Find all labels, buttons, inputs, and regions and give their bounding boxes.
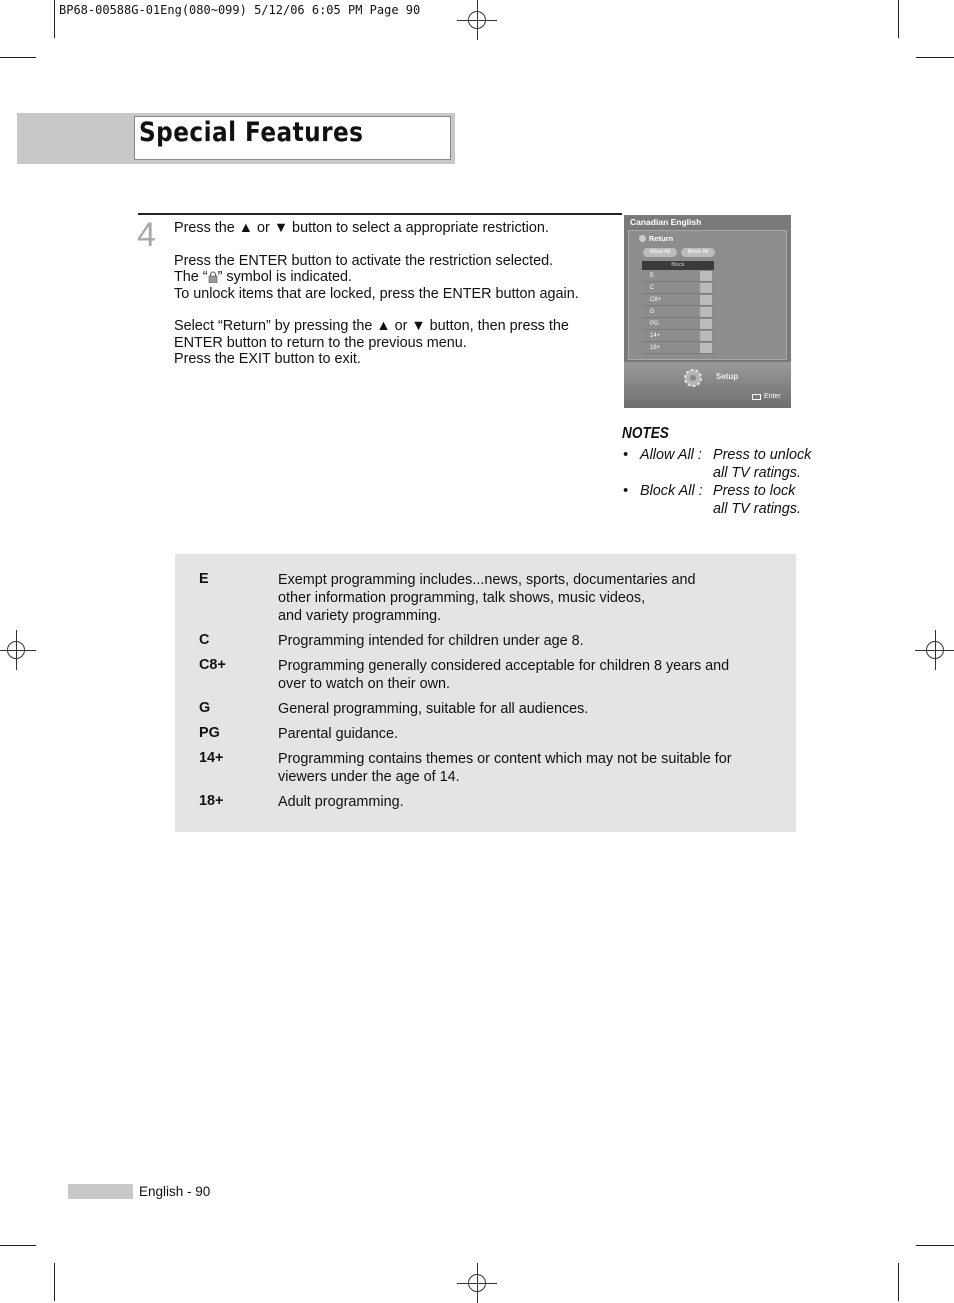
print-header: BP68-00588G-01Eng(080~099) 5/12/06 6:05 PM Page 90: [59, 3, 421, 17]
enter-icon: [752, 394, 761, 400]
rating-label: 14+: [650, 333, 661, 339]
rating-description: [278, 632, 758, 650]
screen-footer: [624, 362, 791, 408]
setup-label: Setup: [716, 372, 739, 381]
crop-mark: [916, 1245, 954, 1246]
note-term: Block All :: [640, 483, 703, 499]
registration-mark: [915, 630, 954, 670]
description-line: Parental guidance.: [278, 726, 399, 742]
description-line: other information programming, talk shows, music videos,: [278, 590, 646, 606]
page-number: English - 90: [139, 1184, 211, 1199]
rating-label: 18+: [650, 345, 661, 351]
rating-label: G: [650, 309, 655, 315]
rating-label: PG: [650, 321, 659, 327]
rating-description: [278, 793, 758, 811]
return-icon: [639, 235, 646, 242]
block-all-button[interactable]: Block All: [681, 248, 715, 257]
rating-label: C8+: [650, 297, 662, 303]
description-line: Exempt programming includes...news, sports, documentaries and: [278, 572, 696, 588]
crop-mark: [898, 0, 899, 38]
crop-mark: [0, 1245, 36, 1246]
rating-row[interactable]: [642, 318, 714, 330]
rating-row[interactable]: [642, 270, 714, 282]
registration-mark: [457, 1263, 497, 1303]
return-label: Return: [649, 234, 674, 243]
instruction-line: ENTER button to return to the previous menu.: [174, 334, 467, 351]
rating-description: [278, 750, 758, 786]
instruction-line: To unlock items that are locked, press the ENTER button again.: [174, 285, 579, 302]
description-line: General programming, suitable for all audiences.: [278, 701, 589, 717]
lock-icon: [700, 295, 712, 305]
note-text: all TV ratings.: [713, 465, 801, 481]
crop-mark: [54, 1263, 55, 1301]
lock-icon: [700, 283, 712, 293]
rating-row[interactable]: [642, 294, 714, 306]
note-text: all TV ratings.: [713, 501, 801, 517]
instruction-line: Select “Return” by pressing the ▲ or ▼ button, then press the: [174, 318, 569, 334]
note-text: Press to unlock: [713, 447, 812, 463]
crop-mark: [898, 1263, 899, 1301]
notes-title: NOTES: [622, 425, 669, 442]
instruction-line: Press the ENTER button to activate the restriction selected.: [174, 252, 554, 269]
rating-code: PG: [199, 725, 220, 741]
instruction-line: Press the ▲ or ▼ button to select a appropriate restriction.: [174, 220, 549, 236]
description-line: Programming generally considered acceptable for children 8 years and: [278, 658, 730, 674]
crop-mark: [0, 57, 36, 58]
step-rule: [138, 213, 622, 215]
rating-code: G: [199, 700, 211, 716]
rating-description: [278, 657, 758, 693]
rating-row[interactable]: [642, 342, 714, 354]
lock-icon: [700, 271, 712, 281]
rating-description: [278, 571, 758, 625]
menu-panel: [628, 230, 787, 360]
gear-icon: [681, 366, 707, 390]
description-line: and variety programming.: [278, 608, 442, 624]
rating-code: C: [199, 632, 210, 648]
rating-label: C: [650, 285, 655, 291]
crop-mark: [916, 57, 954, 58]
description-line: Programming intended for children under age 8.: [278, 633, 584, 649]
lock-icon: [700, 343, 712, 353]
description-line: Adult programming.: [278, 794, 404, 810]
instruction-line: Press the EXIT button to exit.: [174, 351, 361, 367]
rating-row[interactable]: [642, 282, 714, 294]
lock-icon: [700, 331, 712, 341]
page-title: Special Features: [139, 117, 364, 148]
rating-row[interactable]: [642, 330, 714, 342]
instruction-line: [174, 269, 604, 286]
description-line: viewers under the age of 14.: [278, 769, 460, 785]
step-number: 4: [137, 216, 156, 254]
registration-mark: [0, 630, 36, 670]
note-bullet: •: [623, 483, 629, 499]
block-column-header: Block: [642, 261, 714, 270]
enter-label: Enter: [764, 393, 781, 400]
rating-code: 14+: [199, 750, 224, 766]
note-text: Press to lock: [713, 483, 796, 499]
description-line: over to watch on their own.: [278, 676, 450, 692]
note-bullet: •: [623, 447, 629, 463]
tv-menu-screen: [624, 215, 791, 408]
lock-icon: [700, 319, 712, 329]
lock-icon: [700, 307, 712, 317]
rating-label: E: [650, 273, 655, 279]
text: The “: [174, 269, 208, 285]
rating-code: 18+: [199, 793, 224, 809]
note-term: Allow All :: [640, 447, 702, 463]
rating-code: E: [199, 571, 209, 587]
rating-code: C8+: [199, 657, 226, 673]
return-button[interactable]: [639, 234, 673, 243]
description-line: Programming contains themes or content which may not be suitable for: [278, 751, 732, 767]
text: ” symbol is indicated.: [217, 269, 352, 285]
footer-bar: [68, 1184, 133, 1199]
rating-description: [278, 725, 758, 743]
step-instructions: [174, 220, 604, 368]
allow-all-button[interactable]: Allow All: [643, 248, 677, 257]
screen-header: Canadian English: [630, 217, 702, 227]
registration-mark: [457, 0, 497, 40]
rating-row[interactable]: [642, 306, 714, 318]
rating-description: [278, 700, 758, 718]
lock-icon: [208, 271, 218, 283]
crop-mark: [54, 0, 55, 38]
